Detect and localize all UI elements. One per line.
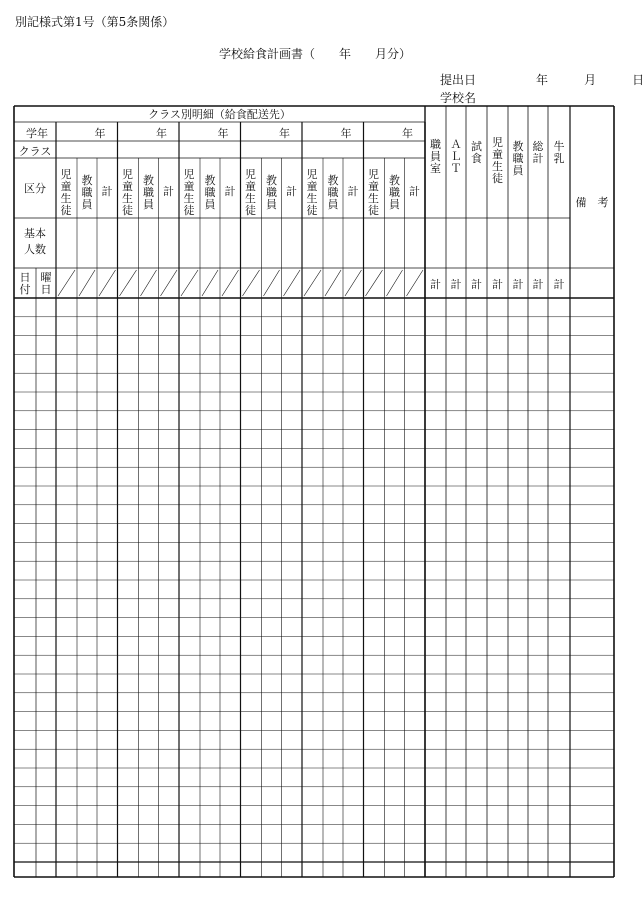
class-breakdown-header: クラス別明細（給食配送先）: [148, 108, 291, 121]
staff-room-col: 室: [430, 162, 441, 175]
weekday-label: 曜: [40, 271, 52, 284]
students-col-3: 生: [183, 192, 195, 205]
staff-col-2: 教: [143, 174, 154, 187]
right-total-6: 計: [532, 278, 544, 291]
students-col-1: 童: [60, 180, 72, 193]
total-col-6: 計: [409, 185, 420, 198]
students-col-3: 児: [183, 168, 195, 181]
students-col-5: 徒: [306, 204, 318, 217]
students-col-5: 童: [306, 180, 318, 193]
students-col-2: 童: [122, 180, 133, 193]
students-col-5: 児: [306, 168, 318, 181]
staff-col-5: 員: [327, 198, 339, 211]
staff-col-3: 教: [204, 174, 216, 187]
students-col-1: 生: [60, 192, 72, 205]
staff-total-col: 職: [512, 152, 524, 165]
grade-year-3: 年: [217, 127, 229, 140]
students-total-col: 生: [492, 160, 503, 173]
base-count-label: 人数: [24, 243, 46, 256]
staff-col-6: 教: [389, 174, 400, 187]
staff-col-6: 職: [389, 186, 400, 199]
total-col-2: 計: [163, 185, 174, 198]
remarks-header: 備 考: [575, 196, 609, 209]
right-total-1: 計: [430, 278, 441, 291]
milk-col: 乳: [553, 152, 565, 165]
staff-col-4: 員: [266, 198, 277, 211]
grade-year-5: 年: [340, 127, 352, 140]
students-col-6: 児: [368, 168, 379, 181]
students-col-3: 童: [183, 180, 195, 193]
students-total-col: 徒: [492, 172, 503, 185]
date-label: 日: [19, 271, 31, 284]
staff-col-6: 員: [389, 198, 400, 211]
staff-total-col: 教: [512, 140, 524, 153]
total-col-4: 計: [286, 185, 297, 198]
right-total-2: 計: [450, 278, 462, 291]
grade-year-2: 年: [156, 127, 167, 140]
tasting-col: 食: [471, 152, 482, 165]
tasting-col: 試: [471, 140, 482, 153]
staff-col-1: 職: [81, 186, 93, 199]
grade-label: 学年: [26, 127, 48, 140]
staff-col-2: 員: [143, 198, 154, 211]
right-total-5: 計: [512, 278, 524, 291]
staff-col-4: 職: [266, 186, 277, 199]
students-col-4: 生: [245, 192, 256, 205]
right-total-3: 計: [471, 278, 482, 291]
students-total-col: 童: [492, 148, 503, 161]
grade-year-6: 年: [402, 127, 413, 140]
staff-room-col: 職: [430, 138, 441, 151]
milk-col: 牛: [553, 140, 565, 153]
staff-col-1: 員: [81, 198, 93, 211]
total-col-3: 計: [224, 185, 236, 198]
alt-col: Ａ: [450, 138, 462, 151]
grand-total-col: 総: [532, 140, 544, 153]
class-label: クラス: [18, 145, 52, 158]
staff-col-3: 職: [204, 186, 216, 199]
students-total-col: 児: [492, 136, 503, 149]
grade-year-4: 年: [279, 127, 290, 140]
total-col-5: 計: [347, 185, 359, 198]
date-label: 付: [19, 283, 31, 296]
students-col-1: 児: [60, 168, 72, 181]
students-col-2: 生: [122, 192, 133, 205]
students-col-3: 徒: [183, 204, 195, 217]
school-name-label: 学校名: [440, 91, 477, 105]
staff-col-5: 教: [327, 174, 339, 187]
grade-year-1: 年: [94, 127, 106, 140]
students-col-2: 徒: [122, 204, 133, 217]
weekday-label: 日: [40, 283, 52, 296]
students-col-4: 児: [245, 168, 256, 181]
alt-col: Ｌ: [450, 150, 462, 163]
staff-col-2: 職: [143, 186, 154, 199]
staff-col-5: 職: [327, 186, 339, 199]
submission-date: 提出日 年 月 日: [440, 73, 644, 87]
division-label: 区分: [24, 182, 46, 195]
students-col-6: 徒: [368, 204, 379, 217]
students-col-1: 徒: [60, 204, 72, 217]
alt-col: Ｔ: [450, 162, 462, 175]
staff-col-1: 教: [81, 174, 93, 187]
students-col-4: 徒: [245, 204, 256, 217]
document-title: 学校給食計画書（ 年 月分）: [218, 47, 412, 61]
form-label: 別記様式第1号（第5条関係）: [15, 15, 175, 29]
right-total-4: 計: [492, 278, 503, 291]
students-col-2: 児: [122, 168, 133, 181]
students-col-5: 生: [306, 192, 318, 205]
right-total-7: 計: [553, 278, 565, 291]
students-col-4: 童: [245, 180, 256, 193]
students-col-6: 童: [368, 180, 379, 193]
total-col-1: 計: [101, 185, 113, 198]
staff-col-3: 員: [204, 198, 216, 211]
students-col-6: 生: [368, 192, 379, 205]
staff-total-col: 員: [512, 164, 524, 177]
grand-total-col: 計: [532, 152, 544, 165]
staff-col-4: 教: [266, 174, 277, 187]
staff-room-col: 員: [430, 150, 441, 163]
base-count-label: 基本: [24, 227, 46, 240]
